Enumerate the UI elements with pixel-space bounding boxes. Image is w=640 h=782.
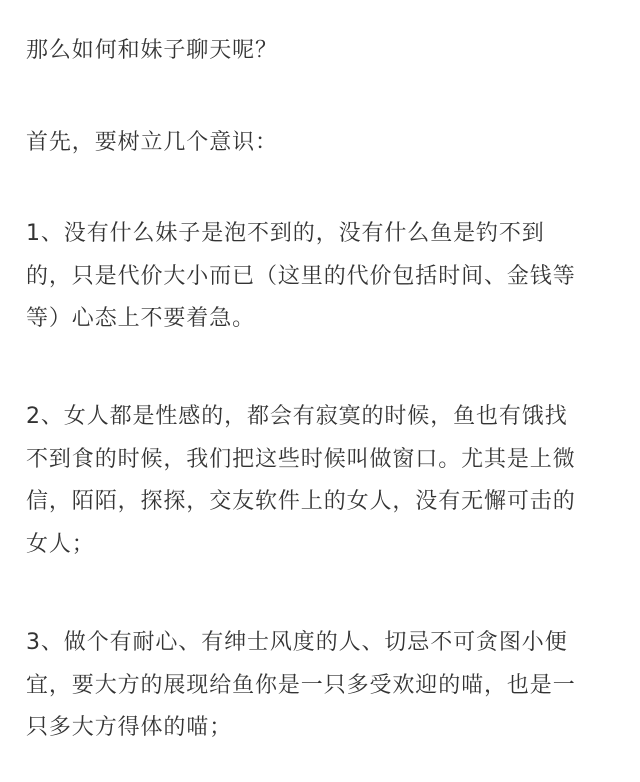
text-line: 的，只是代价大小而已（这里的代价包括时间、金钱等 [26, 263, 576, 289]
point-3 [26, 622, 576, 750]
text-line: 女人； [26, 531, 95, 557]
text-line: 不到食的时候，我们把这些时候叫做窗口。尤其是上微 [26, 446, 576, 472]
text-line: 1、没有什么妹子是泡不到的，没有什么鱼是钓不到 [26, 221, 545, 246]
point-1 [26, 213, 576, 341]
text-line: 2、女人都是性感的，都会有寂寞的时候，鱼也有饿找 [26, 404, 568, 429]
text-line: 宜，要大方的展现给鱼你是一只多受欢迎的喵，也是一 [26, 672, 576, 698]
point-2 [26, 396, 576, 566]
text-line: 只多大方得体的喵； [26, 715, 233, 740]
text-line: 信，陌陌，探探，交友软件上的女人，没有无懈可击的 [26, 489, 576, 514]
text-line: 首先，要树立几个意识： [26, 130, 278, 155]
text-line: 等）心态上不要着急。 [26, 306, 256, 331]
text-line: 那么如何和妹子聊天呢？ [26, 38, 278, 63]
subheading [26, 122, 278, 165]
text-line: 3、做个有耐心、有绅士风度的人、切忌不可贪图小便 [26, 630, 568, 655]
intro-question [26, 30, 278, 73]
